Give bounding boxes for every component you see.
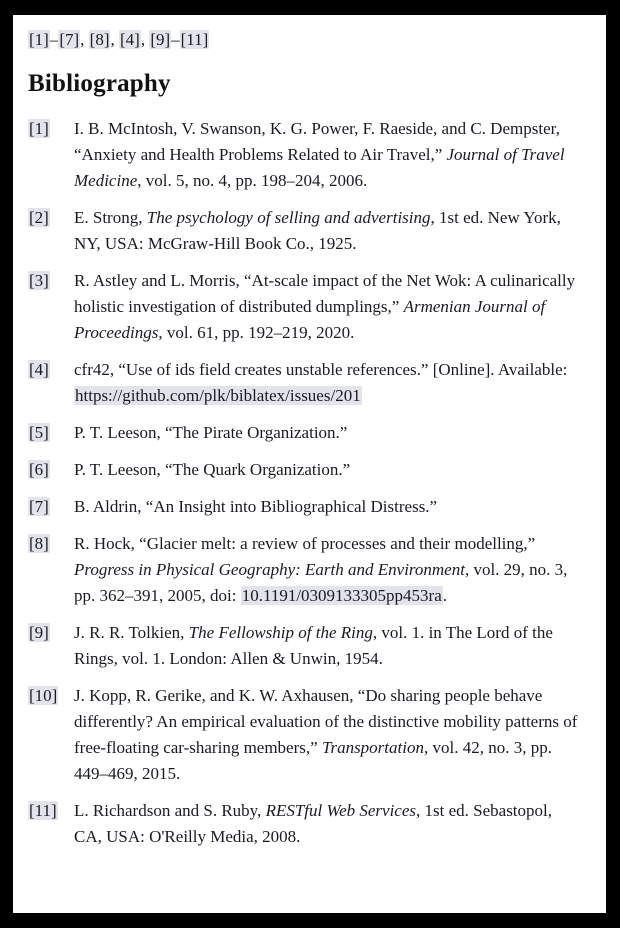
- reference-text-segment: ,: [110, 30, 119, 49]
- reference-label-column: [28, 357, 74, 409]
- reference-item: [28, 494, 592, 520]
- reference-title-italic: RESTful Web Services: [265, 801, 417, 820]
- reference-text-segment: E. Strong,: [74, 208, 147, 227]
- reference-text-segment: I. B. McIntosh, V. Swanson, K. G. Power, F. Raeside, and C. Dempster, “Anxiety and Health Problems Related to Air Travel,”: [74, 119, 560, 164]
- reference-text-segment: , 1st ed. Sebastopol, CA, USA: O'Reilly Media, 2008.: [74, 801, 553, 846]
- reference-text-segment: –: [49, 30, 59, 49]
- reference-item: [28, 268, 592, 346]
- reference-label[interactable]: [2]: [29, 208, 49, 227]
- reference-text: [74, 357, 582, 409]
- reference-link[interactable]: 10.1191/0309133305pp453ra: [241, 586, 442, 605]
- reference-label[interactable]: [1]: [29, 119, 49, 138]
- reference-label-column: [28, 420, 74, 446]
- reference-label[interactable]: [4]: [29, 360, 49, 379]
- reference-text-segment: .: [442, 586, 448, 605]
- reference-text-segment: J. Kopp, R. Gerike, and K. W. Axhausen, “Do sharing people behave differently? An empirical evaluation of the distinctive mobility patterns of free-floating car-sharing members,”: [74, 686, 578, 757]
- reference-label-column: [28, 457, 74, 483]
- reference-label[interactable]: [5]: [29, 423, 49, 442]
- reference-item: [28, 116, 592, 194]
- reference-text: [74, 494, 582, 520]
- reference-text-segment: , vol. 42, no. 3, pp. 449–469, 2015.: [74, 738, 552, 783]
- reference-label-column: [28, 620, 74, 672]
- reference-text-segment: ,: [80, 30, 89, 49]
- reference-label[interactable]: [9]: [29, 623, 49, 642]
- reference-label[interactable]: [7]: [29, 497, 49, 516]
- reference-label[interactable]: [8]: [29, 534, 49, 553]
- reference-text: [74, 531, 582, 609]
- citation-link[interactable]: [9]: [150, 30, 171, 49]
- reference-label-column: [28, 116, 74, 194]
- reference-item: [28, 531, 592, 609]
- reference-text: [74, 457, 582, 483]
- reference-title-italic: Armenian Journal of Proceedings: [74, 297, 546, 342]
- reference-label-column: [28, 205, 74, 257]
- reference-label[interactable]: [6]: [29, 460, 49, 479]
- reference-text-segment: , vol. 61, pp. 192–219, 2020.: [158, 323, 355, 342]
- page-title: Bibliography: [28, 70, 171, 97]
- reference-item: [28, 357, 592, 409]
- reference-text: [74, 268, 582, 346]
- reference-link[interactable]: https://github.com/plk/biblatex/issues/201: [75, 386, 361, 405]
- reference-label-column: [28, 683, 74, 787]
- reference-label-column: [28, 494, 74, 520]
- reference-text-segment: , vol. 29, no. 3, pp. 362–391, 2005, doi:: [74, 560, 568, 605]
- reference-text-segment: ,: [140, 30, 150, 49]
- reference-text-segment: , vol. 5, no. 4, pp. 198–204, 2006.: [137, 171, 368, 190]
- reference-text-segment: , vol. 1. in The Lord of the Rings, vol. 1. London: Allen & Unwin, 1954.: [74, 623, 553, 668]
- reference-text-segment: –: [171, 30, 180, 49]
- citation-link[interactable]: [1]: [29, 30, 49, 49]
- reference-text: [74, 620, 582, 672]
- reference-label[interactable]: [11]: [29, 801, 57, 820]
- reference-label-column: [28, 268, 74, 346]
- reference-item: [28, 420, 592, 446]
- reference-text: [74, 116, 582, 194]
- reference-label[interactable]: [3]: [29, 271, 49, 290]
- reference-item: [28, 457, 592, 483]
- reference-item: [28, 620, 592, 672]
- reference-item: [28, 205, 592, 257]
- reference-list: [28, 116, 592, 850]
- reference-text-segment: L. Richardson and S. Ruby,: [74, 801, 266, 820]
- bibliography-page: [13, 15, 606, 913]
- reference-label-column: [28, 798, 74, 850]
- reference-text: [74, 420, 582, 446]
- reference-text-segment: P. T. Leeson, “The Quark Organization.”: [74, 460, 351, 479]
- reference-text-segment: , 1st ed. New York, NY, USA: McGraw-Hill Book Co., 1925.: [74, 208, 561, 253]
- reference-text-segment: J. R. R. Tolkien,: [74, 623, 189, 642]
- citation-line: [28, 29, 592, 50]
- reference-text-segment: R. Astley and L. Morris, “At-scale impact of the Net Wok: A culinarically holistic investigation of distributed dumplings,”: [74, 271, 576, 316]
- citation-link[interactable]: [4]: [119, 30, 140, 49]
- reference-title-italic: The Fellowship of the Ring: [188, 623, 373, 642]
- reference-item: [28, 798, 592, 850]
- reference-label-column: [28, 531, 74, 609]
- reference-text-segment: P. T. Leeson, “The Pirate Organization.”: [74, 423, 348, 442]
- reference-item: [28, 683, 592, 787]
- reference-text-segment: B. Aldrin, “An Insight into Bibliographical Distress.”: [74, 497, 438, 516]
- reference-title-italic: Transportation: [321, 738, 424, 757]
- citation-link[interactable]: [8]: [89, 30, 110, 49]
- citation-link[interactable]: [11]: [180, 30, 209, 49]
- reference-title-italic: Progress in Physical Geography: Earth and Environment: [74, 560, 465, 579]
- reference-text: [74, 205, 582, 257]
- reference-title-italic: The psychology of selling and advertising: [146, 208, 431, 227]
- reference-title-italic: Journal of Travel Medicine: [74, 145, 565, 190]
- reference-label[interactable]: [10]: [29, 686, 58, 705]
- reference-text: [74, 683, 582, 787]
- reference-text-segment: cfr42, “Use of ids field creates unstable references.” [Online]. Available:: [74, 360, 568, 379]
- reference-text: [74, 798, 582, 850]
- reference-text-segment: R. Hock, “Glacier melt: a review of processes and their modelling,”: [74, 534, 536, 553]
- citation-link[interactable]: [7]: [59, 30, 80, 49]
